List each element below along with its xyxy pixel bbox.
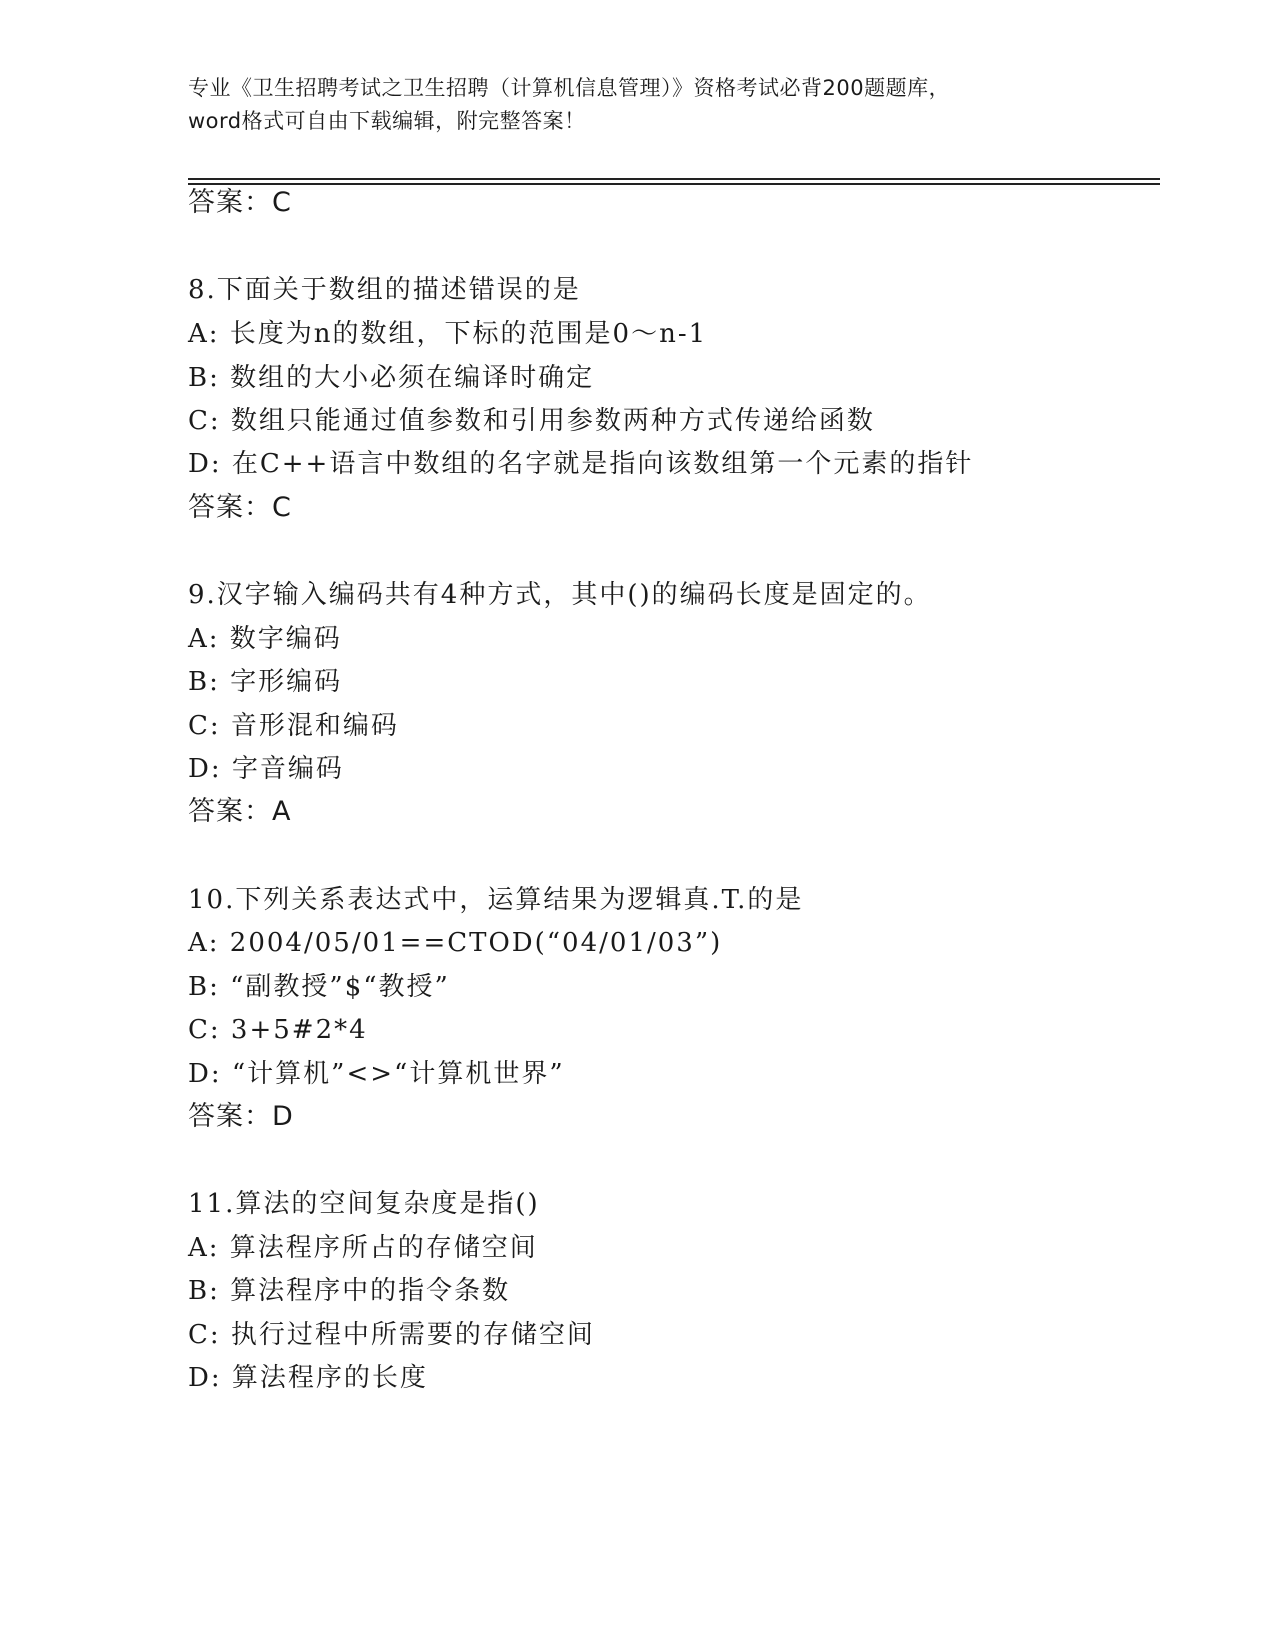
question-10-option-a: A: 2004/05/01==CTOD(“04/01/03”) <box>188 928 723 958</box>
question-8-option-c: C: 数组只能通过值参数和引用参数两种方式传递给函数 <box>188 406 875 436</box>
question-11-option-a: A: 算法程序所占的存储空间 <box>188 1233 538 1263</box>
question-8-title: 8.下面关于数组的描述错误的是 <box>188 275 581 305</box>
question-10-option-c: C: 3+5#2*4 <box>188 1015 368 1045</box>
question-9-title: 9.汉字输入编码共有4种方式，其中()的编码长度是固定的。 <box>188 580 932 610</box>
header-divider-bottom <box>188 183 1160 185</box>
header-divider-top <box>188 178 1160 180</box>
question-9-answer: 答案：A <box>188 796 292 827</box>
question-10-title: 10.下列关系表达式中，运算结果为逻辑真.T.的是 <box>188 885 804 915</box>
document-header <box>188 72 1088 138</box>
question-11-option-b: B: 算法程序中的指令条数 <box>188 1276 511 1306</box>
question-9-option-b: B: 字形编码 <box>188 667 343 697</box>
question-8-option-b: B: 数组的大小必须在编译时确定 <box>188 363 595 393</box>
question-10-answer: 答案：D <box>188 1101 294 1132</box>
answer-line: 答案：C <box>188 187 292 218</box>
question-9-option-c: C: 音形混和编码 <box>188 711 399 741</box>
question-10-option-d: D: “计算机”<>“计算机世界” <box>188 1059 565 1089</box>
question-9-option-a: A: 数字编码 <box>188 624 342 654</box>
header-line-2: word格式可自由下载编辑，附完整答案！ <box>188 109 586 133</box>
question-10-option-b: B: “副教授”$“教授” <box>188 972 450 1002</box>
question-11-title: 11.算法的空间复杂度是指() <box>188 1189 540 1219</box>
header-line-1: 专业《卫生招聘考试之卫生招聘（计算机信息管理）》资格考试必背200题题库， <box>188 76 951 100</box>
question-9-option-d: D: 字音编码 <box>188 754 344 784</box>
question-8-option-d: D: 在C++语言中数组的名字就是指向该数组第一个元素的指针 <box>188 449 974 479</box>
question-8-option-a: A: 长度为n的数组，下标的范围是0～n-1 <box>188 319 708 349</box>
question-11-option-d: D: 算法程序的长度 <box>188 1363 428 1393</box>
question-8-answer: 答案：C <box>188 492 292 523</box>
question-11-option-c: C: 执行过程中所需要的存储空间 <box>188 1320 595 1350</box>
